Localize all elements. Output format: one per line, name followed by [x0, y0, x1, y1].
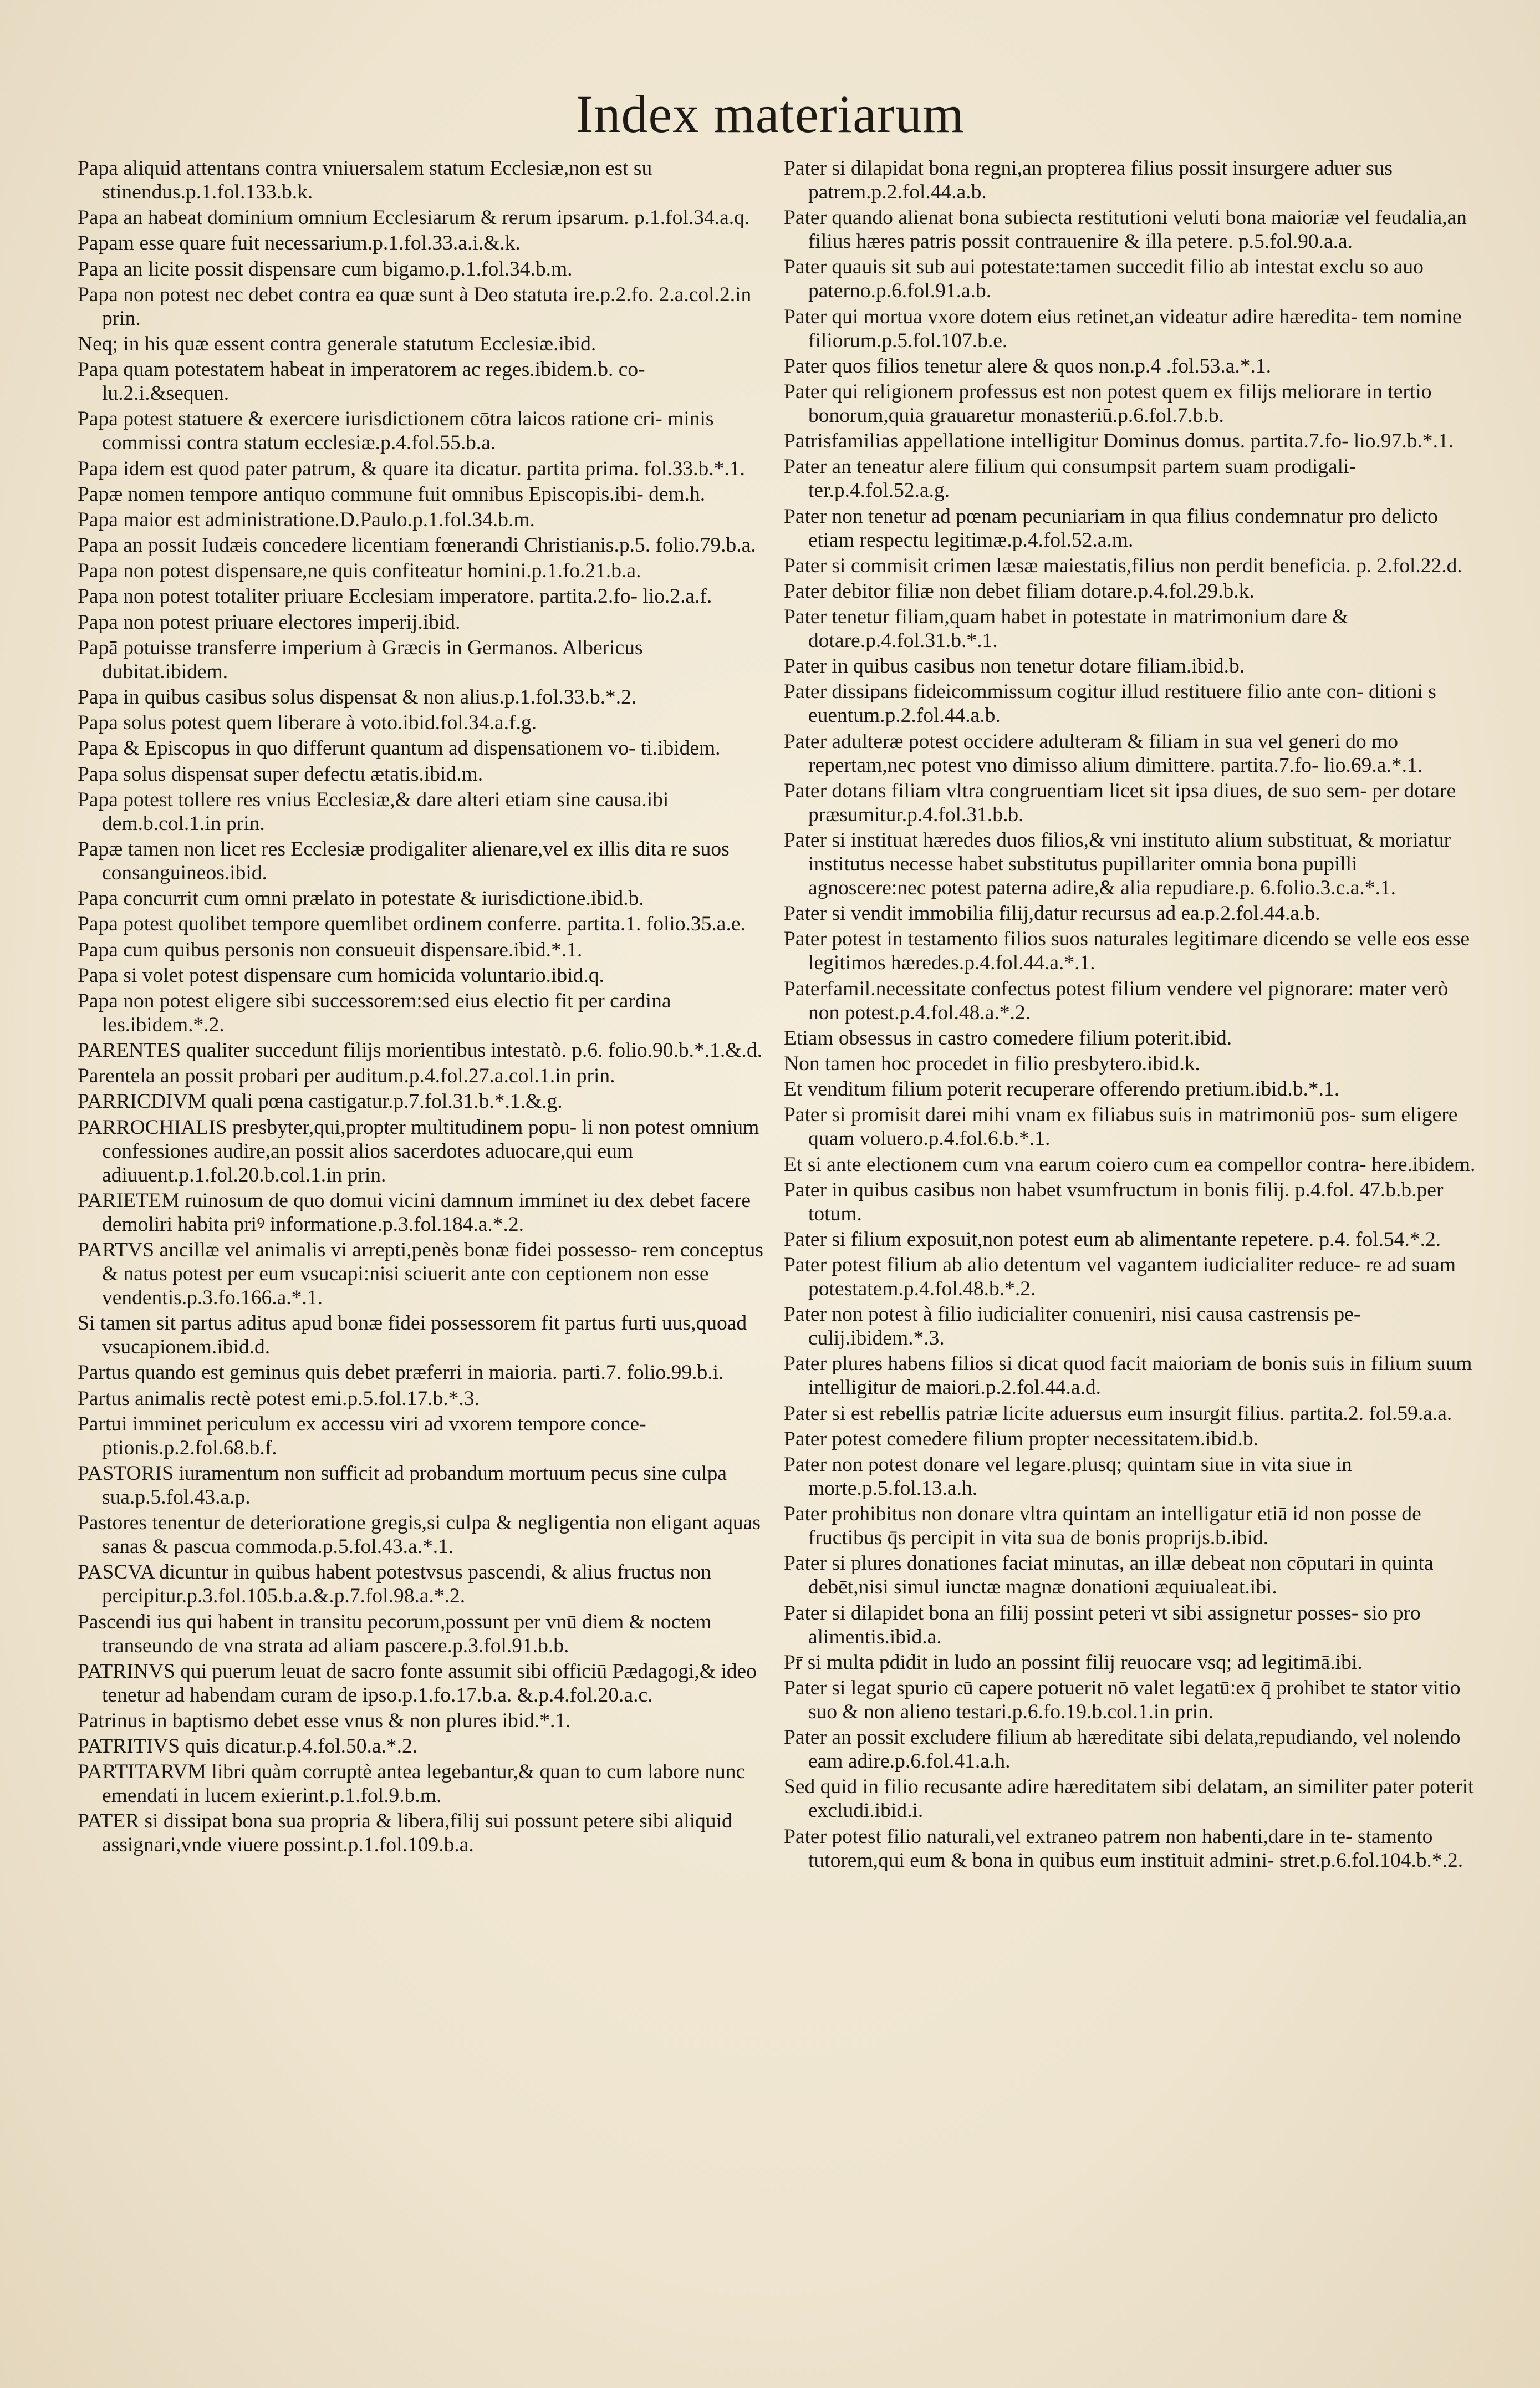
- index-entry: Papa solus potest quem liberare à voto.ibid.fol.34.a.f.g.: [78, 711, 537, 735]
- index-entry: Papa an licite possit dispensare cum bigamo.p.1.fol.34.b.m.: [78, 257, 573, 281]
- index-entry: Si tamen sit partus aditus apud bonæ fidei possessorem fit partus furti uus,quoad vsucapionem.ibid.d.: [78, 1312, 747, 1359]
- index-entry: Parentela an possit probari per auditum.p.4.fol.27.a.col.1.in prin.: [78, 1065, 615, 1088]
- index-entry: Pr̄ si multa pdidit in ludo an possint filij reuocare vsq; ad legitimā.ibi.: [784, 1651, 1363, 1674]
- index-entry: Pater si legat spurio cū capere potuerit nō valet legatū:ex q̄ prohibet te stator vitio suo & non alieno testari.p.6.fo.19.b.col.1.in prin.: [784, 1676, 1461, 1723]
- index-entry: Partui imminet periculum ex accessu viri ad vxorem tempore conce- ptionis.p.2.fol.68.b.f.: [78, 1412, 646, 1459]
- index-entry: Papa & Episcopus in quo differunt quantum ad dispensationem vo- ti.ibidem.: [78, 737, 721, 760]
- index-entry: Pater quando alienat bona subiecta restitutioni veluti bona maioriæ vel feudalia,an filius hæres patris possit contrauenire & illa petere. p.5.fol.90.a.a.: [784, 206, 1467, 253]
- index-entry: Pater debitor filiæ non debet filiam dotare.p.4.fol.29.b.k.: [784, 579, 1255, 603]
- index-entry: Pater si plures donationes faciat minutas, an illæ debeat non cōputari in quinta debēt,nisi simul iunctæ magnæ donationi æquiualeat.ibi.: [784, 1552, 1434, 1599]
- index-entry: Paterfamil.necessitate confectus potest filium vendere vel pignorare: mater verò non potest.p.4.fol.48.a.*.2.: [784, 977, 1449, 1024]
- index-entry: Pater si filium exposuit,non potest eum ab alimentante repetere. p.4. fol.54.*.2.: [784, 1228, 1441, 1251]
- index-entry: Pater si commisit crimen læsæ maiestatis,filius non perdit beneficia. p. 2.fol.22.d.: [784, 554, 1462, 577]
- index-entry: PARENTES qualiter succedunt filijs morientibus intestatò. p.6. folio.90.b.*.1.&.d.: [78, 1039, 762, 1062]
- index-entry: Pater prohibitus non donare vltra quintam an intelligatur etiā id non posse de fructibus q̄s percipit in vita sua de bonis proprijs.b.ibid.: [784, 1503, 1421, 1550]
- index-entry: Pater an teneatur alere filium qui consumpsit partem suam prodigali- ter.p.4.fol.52.a.g.: [784, 455, 1356, 502]
- index-entry: Papa non potest nec debet contra ea quæ sunt à Deo statuta ire.p.2.fo. 2.a.col.2.in prin.: [78, 283, 752, 330]
- index-entry: Papā potuisse transferre imperium à Græcis in Germanos. Albericus dubitat.ibidem.: [78, 636, 643, 683]
- index-entry: Papæ tamen non licet res Ecclesiæ prodigaliter alienare,vel ex illis dita re suos consanguineos.ibid.: [78, 837, 730, 884]
- index-entry: Pater quauis sit sub aui potestate:tamen succedit filio ab intestat exclu so auo paterno.p.6.fol.91.a.b.: [784, 256, 1424, 303]
- index-entry: Patrinus in baptismo debet esse vnus & non plures ibid.*.1.: [78, 1709, 571, 1732]
- right-index-column: [784, 156, 1477, 1874]
- index-entry: Pater si dilapidet bona an filij possint peteri vt sibi assignetur posses- sio pro alimentis.ibid.a.: [784, 1601, 1421, 1648]
- index-entry: Pater non tenetur ad pœnam pecuniariam in qua filius condemnatur pro delicto etiam respectu legitimæ.p.4.fol.52.a.m.: [784, 505, 1438, 552]
- index-entry: Partus animalis rectè potest emi.p.5.fol.17.b.*.3.: [78, 1387, 480, 1410]
- index-entry: Papa idem est quod pater patrum, & quare ita dicatur. partita prima. fol.33.b.*.1.: [78, 457, 745, 480]
- index-entry: Partus quando est geminus quis debet præferri in maioria. parti.7. folio.99.b.i.: [78, 1361, 724, 1384]
- index-entry: PATER si dissipat bona sua propria & libera,filij sui possunt petere sibi aliquid assignari,vnde viuere possint.p.1.fol.109.b.a.: [78, 1810, 732, 1857]
- index-entry: PATRITIVS quis dicatur.p.4.fol.50.a.*.2.: [78, 1735, 418, 1758]
- index-entry: PATRINVS qui puerum leuat de sacro fonte assumit sibi officiū Pædagogi,& ideo tenetur ad habendam curam de ipso.p.1.fo.17.b.a. &.p.4.fol.20.a.c.: [78, 1659, 757, 1707]
- index-entry: Pater si dilapidat bona regni,an propterea filius possit insurgere aduer sus patrem.p.2.fol.44.a.b.: [784, 157, 1393, 203]
- index-entry: PASTORIS iuramentum non sufficit ad probandum mortuum pecus sine culpa sua.p.5.fol.43.a.p.: [78, 1462, 727, 1509]
- index-entry: Et si ante electionem cum vna earum coiero cum ea compellor contra- here.ibidem.: [784, 1153, 1476, 1176]
- index-entry: Pascendi ius qui habent in transitu pecorum,possunt per vnū diem & noctem transeundo de vna strata ad aliam pascere.p.3.fol.91.b.b.: [78, 1610, 712, 1657]
- index-entry: Et venditum filium poterit recuperare offerendo pretium.ibid.b.*.1.: [784, 1078, 1340, 1101]
- index-entry: Pater qui mortua vxore dotem eius retinet,an videatur adire hæredita- tem nomine filiorum.p.5.fol.107.b.e.: [784, 305, 1462, 352]
- index-entry: Papa si volet potest dispensare cum homicida voluntario.ibid.q.: [78, 964, 604, 987]
- index-entry: Papa potest tollere res vnius Ecclesiæ,& dare alteri etiam sine causa.ibi dem.b.col.1.in prin.: [78, 788, 669, 835]
- index-entry: Pater si promisit darei mihi vnam ex filiabus suis in matrimoniū pos- sum eligere quam voluero.p.4.fol.6.b.*.1.: [784, 1103, 1458, 1150]
- index-entry: Sed quid in filio recusante adire hæreditatem sibi delatam, an similiter pater poterit excludi.ibid.i.: [784, 1775, 1474, 1822]
- index-entry: Papa an possit Iudæis concedere licentiam fœnerandi Christianis.p.5. folio.79.b.a.: [78, 534, 756, 557]
- index-entry: Etiam obsessus in castro comedere filium poterit.ibid.: [784, 1026, 1232, 1050]
- index-entry: Papa an habeat dominium omnium Ecclesiarum & rerum ipsarum. p.1.fol.34.a.q.: [78, 206, 750, 230]
- index-entry: Pastores tenentur de deterioratione gregis,si culpa & negligentia non eligant aquas sanas & pascua commoda.p.5.fol.43.a.*.1.: [78, 1511, 761, 1559]
- index-entry: PASCVA dicuntur in quibus habent potestvsus pascendi, & alius fructus non percipitur.p.3.fol.105.b.a.&.p.7.fol.98.a.*.2.: [78, 1561, 711, 1608]
- index-entry: Neq; in his quæ essent contra generale statutum Ecclesiæ.ibid.: [78, 332, 596, 355]
- index-entry: Papa maior est administratione.D.Paulo.p.1.fol.34.b.m.: [78, 508, 535, 531]
- index-entry: Papa potest quolibet tempore quemlibet ordinem conferre. partita.1. folio.35.a.e.: [78, 913, 746, 936]
- index-entry: Pater non potest donare vel legare.plusq; quintam siue in vita siue in morte.p.5.fol.13.a.h.: [784, 1453, 1352, 1500]
- index-entry: Papa non potest eligere sibi successorem:sed eius electio fit per cardina les.ibidem.*.2.: [78, 989, 671, 1036]
- index-entry: Pater si est rebellis patriæ licite aduersus eum insurgit filius. partita.2. fol.59.a.a.: [784, 1402, 1452, 1425]
- page-title: Index materiarum: [575, 84, 965, 144]
- index-entry: Pater adulteræ potest occidere adulteram & filiam in sua vel generi do mo repertam,nec potest vno dimisso alium dimittere. partita.7.fo- lio.69.a.*.1.: [784, 730, 1423, 777]
- index-entry: Papa non potest dispensare,ne quis confiteatur homini.p.1.fo.21.b.a.: [78, 559, 641, 583]
- index-entry: Papa aliquid attentans contra vniuersalem statum Ecclesiæ,non est su stinendus.p.1.fol.133.b.k.: [78, 157, 652, 203]
- index-entry: Pater an possit excludere filium ab hæreditate sibi delata,repudiando, vel nolendo eam adire.p.6.fol.41.a.h.: [784, 1726, 1461, 1773]
- index-entry: Pater quos filios tenetur alere & quos non.p.4 .fol.53.a.*.1.: [784, 354, 1271, 378]
- index-entry: Papa in quibus casibus solus dispensat & non alius.p.1.fol.33.b.*.2.: [78, 686, 637, 709]
- index-entry: Papa potest statuere & exercere iurisdictionem cōtra laicos ratione cri- minis commissi contra statum ecclesiæ.p.4.fol.55.b.a.: [78, 408, 714, 455]
- index-entry: Pater potest filio naturali,vel extraneo patrem non habenti,dare in te- stamento tutorem,qui eum & bona in quibus eum instituit admini- stret.p.6.fol.104.b.*.2.: [784, 1825, 1463, 1872]
- index-entry: Pater potest filium ab alio detentum vel vagantem iudicialiter reduce- re ad suam potestatem.p.4.fol.48.b.*.2.: [784, 1254, 1456, 1301]
- index-entry: Pater in quibus casibus non tenetur dotare filiam.ibid.b.: [784, 655, 1245, 678]
- index-entry: PARIETEM ruinosum de quo domui vicini damnum imminet iu dex debet facere demoliri habita priꝰ informatione.p.3.fol.184.a.*.2.: [78, 1189, 751, 1236]
- index-entry: Papa solus dispensat super defectu ætatis.ibid.m.: [78, 762, 483, 786]
- index-entry: Pater in quibus casibus non habet vsumfructum in bonis filij. p.4.fol. 47.b.b.per totum.: [784, 1178, 1444, 1225]
- left-index-column: [78, 156, 768, 1859]
- index-entry: Papa non potest priuare electores imperij.ibid.: [78, 610, 461, 634]
- index-entry: Pater tenetur filiam,quam habet in potestate in matrimonium dare & dotare.p.4.fol.31.b.*.1.: [784, 605, 1349, 653]
- index-entry: Papa non potest totaliter priuare Ecclesiam imperatore. partita.2.fo- lio.2.a.f.: [78, 585, 712, 608]
- index-entry: Pater dissipans fideicommissum cogitur illud restituere filio ante con- ditioni s euentum.p.2.fol.44.a.b.: [784, 680, 1436, 727]
- index-entry: Pater si instituat hæredes duos filios,& vni instituto alium substituat, & moriatur institutus necesse habet substitutus pupillariter omnia bona pupilli agnoscere:nec potest paterna adire,& alia repudiare.p. 6.folio.3.c.a.*.1.: [784, 829, 1451, 899]
- index-entry: Patrisfamilias appellatione intelligitur Dominus domus. partita.7.fo- lio.97.b.*.1.: [784, 430, 1454, 453]
- index-entry: PARROCHIALIS presbyter,qui,propter multitudinem popu- li non potest omnium confessiones audire,an possit alios sacerdotes aduocare,qui eum adiuuent.p.1.fol.20.b.col.1.in prin.: [78, 1116, 759, 1187]
- index-entry: PARTITARVM libri quàm corruptè antea legebantur,& quan to cum labore nunc emendati in lucem exierint.p.1.fol.9.b.m.: [78, 1760, 746, 1807]
- index-entry: Pater qui religionem professus est non potest quem ex filijs meliorare in tertio bonorum,quia grauaretur monasteriū.p.6.fol.7.b.b.: [784, 380, 1432, 427]
- index-entry: Papa concurrit cum omni prælato in potestate & iurisdictione.ibid.b.: [78, 887, 644, 910]
- index-entry: Non tamen hoc procedet in filio presbytero.ibid.k.: [784, 1052, 1200, 1075]
- index-entry: PARRICDIVM quali pœna castigatur.p.7.fol.31.b.*.1.&.g.: [78, 1090, 563, 1113]
- index-entry: Papa quam potestatem habeat in imperatorem ac reges.ibidem.b. co- lu.2.i.&sequen.: [78, 358, 645, 405]
- index-entry: Pater si vendit immobilia filij,datur recursus ad ea.p.2.fol.44.a.b.: [784, 902, 1320, 925]
- index-entry: Papæ nomen tempore antiquo commune fuit omnibus Episcopis.ibi- dem.h.: [78, 482, 706, 506]
- index-entry: Papa cum quibus personis non consueuit dispensare.ibid.*.1.: [78, 938, 583, 961]
- index-entry: Pater dotans filiam vltra congruentiam licet sit ipsa diues, de suo sem- per dotare præsumitur.p.4.fol.31.b.b.: [784, 779, 1456, 826]
- index-entry: Pater non potest à filio iudicialiter conueniri, nisi causa castrensis pe- culij.ibidem.*.3.: [784, 1303, 1361, 1350]
- index-entry: Papam esse quare fuit necessarium.p.1.fol.33.a.i.&.k.: [78, 232, 521, 255]
- index-entry: Pater potest comedere filium propter necessitatem.ibid.b.: [784, 1427, 1258, 1450]
- index-entry: PARTVS ancillæ vel animalis vi arrepti,penès bonæ fidei possesso- rem conceptus & natus potest per eum vsucapi:nisi sciuerit ante con ceptionem non esse vendentis.p.3.fo.166.a.*.1.: [78, 1239, 763, 1309]
- index-entry: Pater plures habens filios si dicat quod facit maioriam de bonis suis in filium suum intelligitur de maiori.p.2.fol.44.a.d.: [784, 1352, 1472, 1399]
- index-entry: Pater potest in testamento filios suos naturales legitimare dicendo se velle eos esse legitimos hæredes.p.4.fol.44.a.*.1.: [784, 928, 1470, 975]
